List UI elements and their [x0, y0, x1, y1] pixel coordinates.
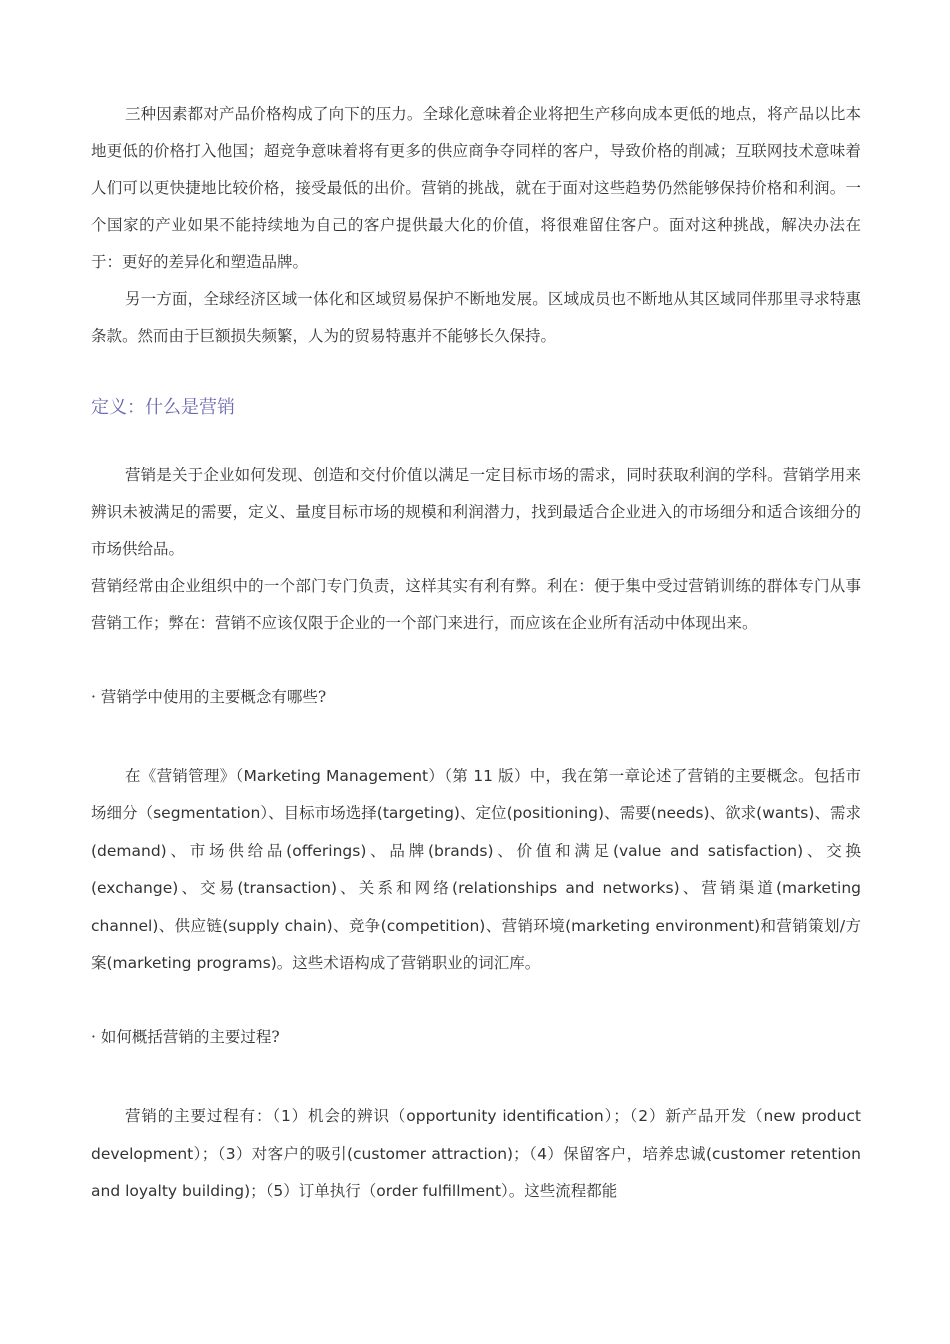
document-page	[91, 96, 861, 1211]
question-main-process: · 如何概括营销的主要过程?	[91, 1028, 280, 1047]
paragraph-marketing-department: 营销经常由企业组织中的一个部门专门负责，这样其实有利有弊。利在：便于集中受过营销训练的群体专门从事营销工作；弊在：营销不应该仅限于企业的一个部门来进行，而应该在企业所有活动中体现出来。	[91, 577, 861, 632]
paragraph-price-pressure: 三种因素都对产品价格构成了向下的压力。全球化意味着企业将把生产移向成本更低的地点，将产品以比本地更低的价格打入他国；超竞争意味着将有更多的供应商争夺同样的客户，导致价格的削减；互联网技术意味着人们可以更快捷地比较价格，接受最低的出价。营销的挑战，就在于面对这些趋势仍然能够保持价格和利润。一个国家的产业如果不能持续地为自己的客户提供最大化的价值，将很难留住客户。面对这种挑战，解决办法在于：更好的差异化和塑造品牌。	[91, 105, 861, 271]
question-main-concepts: · 营销学中使用的主要概念有哪些?	[91, 688, 327, 706]
paragraph-marketing-definition: 营销是关于企业如何发现、创造和交付价值以满足一定目标市场的需求，同时获取利润的学科。营销学用来辨识未被满足的需要，定义、量度目标市场的规模和利润潜力，找到最适合企业进入的市场细分和适合该细分的市场供给品。	[91, 466, 861, 558]
paragraph-main-concepts: 在《营销管理》（Marketing Management）（第 11 版）中，我在第一章论述了营销的主要概念。包括市场细分（segmentation）、目标市场选择(targeting)、定位(positioning)、需要(needs)、欲求(wants)、需求(demand)、市场供给品(offerings)、品牌(brands)、价值和满足(value and satisfaction)、交换(exchange)、交易(transaction)、关系和网络(relationships and networks)、营销渠道(marketing channel)、供应链(supply chain)、竞争(competition)、营销环境(marketing environment)和营销策划/方案(marketing programs)。这些术语构成了营销职业的词汇库。	[91, 767, 861, 973]
paragraph-regional-trade: 另一方面，全球经济区域一体化和区域贸易保护不断地发展。区域成员也不断地从其区域同伴那里寻求特惠条款。然而由于巨额损失频繁，人为的贸易特惠并不能够长久保持。	[91, 290, 861, 345]
section-heading-definition: 定义：什么是营销	[91, 397, 235, 418]
paragraph-main-process: 营销的主要过程有：（1）机会的辨识（opportunity identification）；（2）新产品开发（new product development）；（3）对客户的吸引(customer attraction)；（4）保留客户，培养忠诚(customer retention and loyalty building)；（5）订单执行（order fulfillment）。这些流程都能	[91, 1107, 861, 1201]
